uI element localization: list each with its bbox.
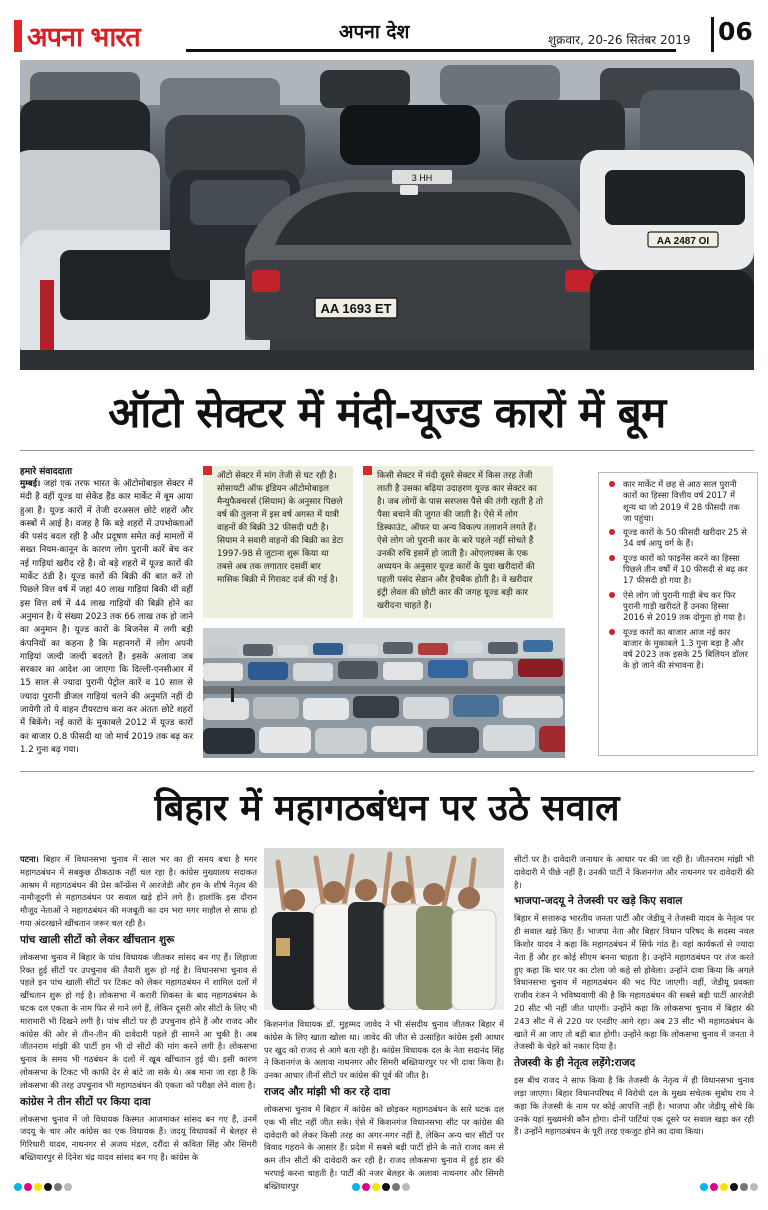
bullet-icon xyxy=(609,555,615,561)
registration-marks-left xyxy=(14,1183,72,1191)
highlight-box-1-text: ऑटो सेक्टर में मांग तेजी से घट रही है। सोसायटी ऑफ इंडियन ऑटोमोबाइल मैन्युफैक्चरर्स (सियाम) के अनुसार पिछले वर्ष की तुलना में इस वर्ष अगस्त में यात्री वाहनों की बिक्री 32 फीसदी घटी है। सियाम ने सवारी वाहनों की बिक्री का डेटा 1997-98 से जुटाना शुरू किया था तबसे अब तक लगातार दसवीं बार मासिक बिक्री में गिरावट दर्ज की गई है। xyxy=(217,471,344,585)
story2-paragraph: लोकसभा चुनाव में बिहार के पांच विधायक जीतकर सांसद बन गए हैं। लिहाजा रिक्त हुई सीटों पर उपचुनाव की तैयारी शुरू हो गई है। विधानसभा चुनाव से पहले इन पांच खाली सीटों पर टिकट को लेकर महागठबंधन में शामिल दलों में खींचतान शुरू हो गई है। लोकसभा में करारी शिकस्त के बाद महागठबंधन के घटक दल एकता के नाम फिर से गाने लगे हैं, लेकिन दूसरी ओर सीटों के लिए भी मारामारी भी दिखने लगी है। पांच सीटों पर ही उपचुनाव होने हैं और राजद और कांग्रेस की ओर से तीन-तीन की दावेदारी पहले ही सामने आ चुकी है। अब जीतनराम मांझी की पार्टी हम भी दो सीटों की मांग करने लगी है। लोकसभा चुनाव के समय भी गठबंधन के दलों में खूब खींचतान हुई थी। इसी कारण लोकसभा के टिकट भी काफी देर से बांटे जा सके थे। अब माना जा रहा है कि लोकसभा की तरह उपचुनाव भी महागठबंधन की एकता को परीक्षा लेने वाला है। xyxy=(20,951,257,1090)
story1-headline: ऑटो सेक्टर में मंदी-यूज्ड कारों में बूम xyxy=(108,388,666,437)
fact-item: यूज्ड कारों को फाइनेंस करने का हिस्सा पिछले तीन वर्षों में 10 फीसदी से बढ़ कर 17 फीसदी हो गया है। xyxy=(607,553,749,587)
story2-paragraph: सीटों पर है। दावेदारी जनाधार के आधार पर की जा रही है। जीतनराम मांझी भी दावेदारी में पीछे नहीं हैं। उनकी पार्टी ने किशनगंज और नाथनगर पर दावेदारी की है। xyxy=(514,854,754,890)
highlight-box-1 xyxy=(203,466,353,618)
traffic-jam-illustration xyxy=(20,60,754,370)
story2-subhead-1: पांच खाली सीटों को लेकर खींचतान शुरू xyxy=(20,933,175,946)
story2-dateline: पटना। xyxy=(20,854,39,864)
number-plate-main: AA 1693 ET xyxy=(320,301,392,316)
facts-box xyxy=(598,472,758,756)
story2-paragraph: किशनगंज विधायक डॉ. मुहम्मद जावेद ने भी संसदीय चुनाव जीतकर बिहार में कांग्रेस के लिए खाता खोला था। जावेद की जीत से उत्साहित कांग्रेस इसी आधार पर खुद को राजद से आगे बता रही है। कांग्रेस विधायक दल के नेता सदानंद सिंह ने किशनगंज के अलावा नाथनगर और सिमरी बख्तियारपुर पर भी दावा किया है। उनका आधार तीनों सीटों पर कांग्रेस की पूर्व की जीत है। xyxy=(264,1019,504,1081)
story2-subhead-3: राजद और मांझी भी कर रहे दावा xyxy=(264,1085,391,1098)
red-corner-marker xyxy=(203,466,212,475)
bullet-icon xyxy=(609,529,615,535)
fact-item: यूज्ड कारों का बाजार आज नई कार बाजार के मुकाबले 1.3 गुना बड़ा है और वर्ष 2023 तक इसके 25 बिलियन डॉलर के हो जाने की संभावना है। xyxy=(607,627,749,672)
story2-intro: बिहार में विधानसभा चुनाव में साल भर का ही समय बचा है मगर महागठबंधन में सबकुछ ठीकठाक नहीं चल रहा है। कांग्रेस मुख्यालय सदाकत आश्रम में महागठबंधन की प्रेस कॉन्फ्रेंस में आरजेडी और हम के शीर्ष नेतृत्व की नामौजूदगी से महागठबंधन पर सवाल खड़े होने लगे हैं। हालांकि इस दौरान मौजूद नेताओं ने महागठबंधन की मजबूती का दम भरा मगर माहौल से साफ हो गया अंदरखाने खींचतान जरूर चल रही है। xyxy=(20,854,257,928)
story-divider xyxy=(20,771,754,772)
story2-column-2 xyxy=(264,1018,504,1195)
registration-marks-right xyxy=(700,1183,758,1191)
section-title: अपना देश xyxy=(339,21,410,43)
parking-lot-photo xyxy=(203,628,565,758)
masthead-rule xyxy=(186,49,676,52)
leaders-illustration xyxy=(264,848,504,1010)
story2-paragraph: लोकसभा चुनाव में जो विधायक किस्मत आजमाकर सांसद बन गए हैं, उनमें जदयू के चार और कांग्रेस का एक विधायक हैं। जदयू विधायकों में बेलहर से गिरिधारी यादव, नाथनगर से अजय मंडल, दरौंदा से कविता सिंह और सिमरी बख्तियारपुर से दिनेश चंद्र यादव सांसद बन गए हैं। कांग्रेस के xyxy=(20,1113,257,1162)
masthead-red-bar xyxy=(14,20,22,52)
page-number-divider xyxy=(711,17,714,52)
highlight-box-2 xyxy=(363,466,553,618)
story1-body xyxy=(20,478,193,757)
story2-paragraph: इस बीच राजद ने साफ किया है कि तेजस्वी के नेतृत्व में ही विधानसभा चुनाव लड़ा जाएगा। बिहार विधानपरिषद में विरोधी दल के मुख्य सचेतक सुबोध राय ने कहा कि तेजस्वी के नाम पर कोई आपत्ति नहीं है। भाजपा और जेडीयू सोचे कि उनके यहां मुख्यमंत्री कौन होगा। दोनों पार्टियां एक दूसरे पर सवाल खड़ा कर रही हैं। उन्होंने महागठबंधन के पूरी तरह एकजुट होने का दावा किया। xyxy=(514,1075,754,1137)
leaders-group-photo xyxy=(264,848,504,1010)
fact-item: कार मार्केट में छह से आठ साल पुरानी कारों का हिस्सा वित्तीय वर्ष 2017 में शून्य था जो 2019 में 28 फीसदी तक जा पहुंचा। xyxy=(607,479,749,524)
highlight-box-2-text: किसी सेक्टर में मंदी दूसरे सेक्टर में किस तरह तेजी लाती है उसका बढ़िया उदाहरण यूज्ड कार सेक्टर का है। जब लोगों के पास सरप्लस पैसे की तंगी रहती है तो पैसा बचाने की जुगत की जाती है। ऐसे में लोग डिस्काउंट, ऑफर या अन्य विकल्प तलाशने लगते हैं। ऐसे लोग जो पुरानी कार के बारे पहले नहीं सोचते हैं उनकी रुचि इसमें हो जाती है। ओएलएक्स के एक अध्ययन के अनुसार यूज्ड कारों के युवा खरीदारों की पहली पसंद सेडान और हैचबैक होती है। वे खरीदार इंट्री लेवल की छोटी कार की जगह यूज्ड बड़ी कार खरीदना चाहते हैं। xyxy=(377,471,543,611)
story1-divider xyxy=(20,450,754,451)
bullet-icon xyxy=(609,592,615,598)
story1-text: जहां एक तरफ भारत के ऑटोमोबाइल सेक्टर में मंदी है वहीं यूज्ड या सेकेंड हैंड कार मार्केट में बूम आया हुआ है। यूज्ड कारों में तेजी दरअसल छोटे शहरों और कस्बों में आई है। वजह है कि बड़े शहरों में उपभोक्ताओं की पसंद बदल रही है और प्रदूषण समेत कई मामलों में सख्त नियम-कानून के कारण लोग पुरानी कारें बेच कर नई गाड़ियां खरीद रहे हैं। वो बड़े शहरों में यूज्ड कारों की मार्केट ठंडी है। यूज्ड कारों की बिक्री की बात करें तो पिछले वित्त वर्ष में जहां 40 लाख गाड़ियां बिकी थीं वहीं इस वित्त वर्ष में 44 लाख गाड़ियों की बिक्री होने का अनुमान है। ये संख्या 2023 तक 66 लाख तक हो जाने का अनुमान है। यूज्ड कारों के बिजनेस में लगी बड़ी कंपनियों का कहना है कि महानगरों में लोग अपनी गाड़ियां जल्दी जल्दी बदलते हैं। इसके अलावा जब सरकार का आदेश आ जाएगा कि दिल्ली-एनसीआर में 15 साल से ज्यादा पुरानी पेट्रोल कारें व 10 साल से ज्यादा पुरानी डीजल गाड़ियां चलने की अनुमति नहीं दी जायेगी तो ये वाहन टीयरटाच करा कर अंततः छोटे शहरों में बिकेंगे। नई कारों के मुकाबले 2012 में यूज्ड कारों का बाजार 0.8 फीसदी था जो मार्च 2019 तक बढ़ कर 1.2 गुना बढ़ गया। xyxy=(20,479,193,755)
story2-column-1 xyxy=(20,853,257,1166)
page-number: 06 xyxy=(718,17,753,46)
story1-dateline: मुम्बई। xyxy=(20,479,41,489)
story1-byline: हमारे संवाददाता xyxy=(20,467,73,477)
registration-marks-center xyxy=(352,1183,410,1191)
masthead xyxy=(14,17,140,54)
traffic-jam-photo xyxy=(20,60,754,370)
story2-subhead-5: तेजस्वी के ही नेतृत्व लड़ेंगे:राजद xyxy=(514,1057,636,1070)
story2-paragraph: बिहार में सत्तारूढ़ भारतीय जनता पार्टी और जेडीयू ने तेजस्वी यादव के नेतृत्व पर ही सवाल खड़े किए हैं। भाजपा नेता और बिहार विधान परिषद के सदस्य नवल किशोर यादव ने कहा कि महागठबंधन में सिर्फ गांठ है। यहां कार्यकर्ता से ज्यादा नेता हैं और हर कोई सीएम बनना चाहता है। उन्होंने महागठबंधन पर तंज करते हुए कहा कि चार पर का टोला जो कहे सो होवेला। उन्होंने दावा किया कि अगले विधानसभा चुनाव में महागठबंधन की भद पिट जाएगी। वहीं, जेडीयू प्रवक्ता राजीव रंजन ने भविष्यवाणी की है कि महागठबंधन की सबसे बड़ी पार्टी आरजेडी 20 सीट भी नहीं जीत पाएगी। उन्होंने कहा कि लोकसभा चुनाव में बिहार की 243 सीट में से 220 पर एनडीए आगे रहा। अब 23 सीट भी महागठबंधन के खाते में आ जाए तो बड़ी बात होगी। उन्होंने कहा कि लोकसभा चुनाव में जनता ने तेजस्वी के चेहरे को नकार दिया है। xyxy=(514,913,754,1052)
story2-headline: बिहार में महागठबंधन पर उठे सवाल xyxy=(154,787,620,829)
parking-lot-illustration xyxy=(203,628,565,758)
fact-item: यूज्ड कारों के 50 फीसदी खरीदार 25 से 34 वर्ष आयु वर्ग के हैं। xyxy=(607,527,749,550)
story2-paragraph: लोकसभा चुनाव में बिहार में कांग्रेस को छोड़कर महागठबंधन के सारे घटक दल एक भी सीट नहीं जीत सके। ऐसे में किशनगंज विधानसभा सीट पर कांग्रेस की दावेदारी को लेकर किसी तरह का अगर-मगर नहीं है, लेकिन अन्य चार सीटों पर विवाद गहराने के आसार हैं। प्रदेश में सबसे बड़ी पार्टी होने के नाते राजद कम से कम तीन सीटों की दावेदारी कर रही है। राजद लोकसभा चुनाव में हुई हार की भरपाई करना चाहती है। पार्टी की नजर बेलहर के अलावा नाथनगर और सिमरी बख्तियारपुर xyxy=(264,1103,504,1191)
story2-subhead-2: कांग्रेस ने तीन सीटों पर किया दावा xyxy=(20,1095,151,1108)
number-plate-back: 3 HH xyxy=(411,173,433,183)
issue-date: शुक्रवार, 20-26 सितंबर 2019 xyxy=(548,33,691,47)
bullet-icon xyxy=(609,481,615,487)
red-corner-marker xyxy=(363,466,372,475)
masthead-title: अपना भारत xyxy=(27,22,140,53)
bullet-icon xyxy=(609,629,615,635)
number-plate-right: AA 2487 OI xyxy=(656,236,710,247)
story2-subhead-4: भाजपा-जदयू ने तेजस्वी पर खड़े किए सवाल xyxy=(514,895,683,908)
fact-item: ऐसे लोग जो पुरानी गाड़ी बेच कर फिर पुरानी गाड़ी खरीदते हैं उनका हिस्सा 2016 से 2019 तक दोगुना हो गया है। xyxy=(607,590,749,624)
story2-column-3 xyxy=(514,853,754,1140)
